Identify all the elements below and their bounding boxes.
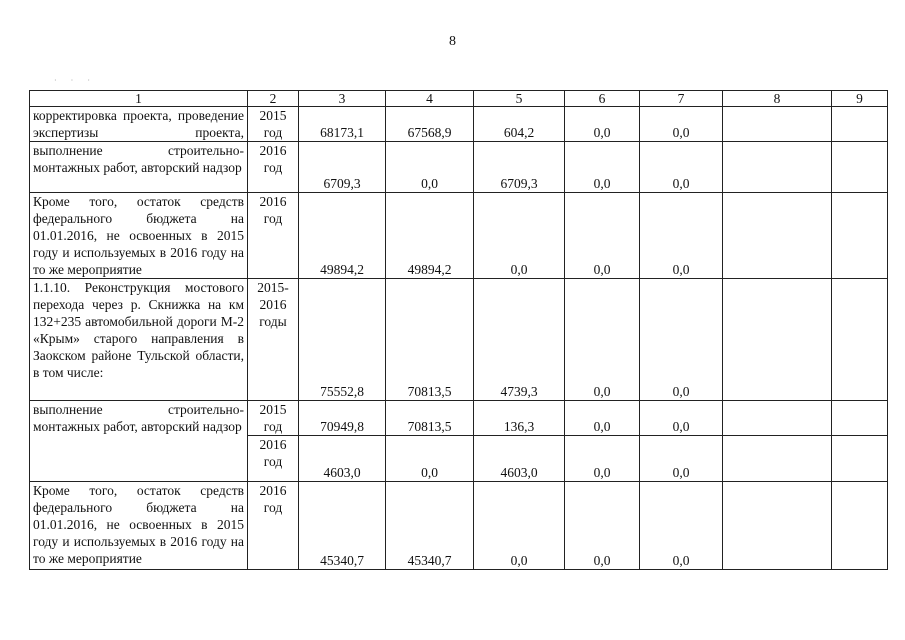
value-cell: 0,0 bbox=[640, 279, 723, 401]
row-description: корректировка проекта, проведение экспертизы проекта, bbox=[30, 107, 248, 142]
value-cell: 0,0 bbox=[565, 401, 640, 436]
value-cell: 4739,3 bbox=[474, 279, 565, 401]
value-cell: 0,0 bbox=[386, 436, 474, 482]
value-cell: 67568,9 bbox=[386, 107, 474, 142]
header-row bbox=[30, 91, 888, 107]
empty-cell bbox=[832, 193, 888, 279]
empty-cell bbox=[832, 436, 888, 482]
column-header: 3 bbox=[299, 91, 386, 107]
value-cell: 70813,5 bbox=[386, 279, 474, 401]
empty-cell bbox=[723, 279, 832, 401]
table-row bbox=[30, 107, 888, 142]
row-description: Кроме того, остаток средств федерального бюджета на 01.01.2016, не освоенных в 2015 году и используемых в 2016 году на то же мероприятие bbox=[30, 482, 248, 570]
empty-cell bbox=[832, 482, 888, 570]
value-cell: 0,0 bbox=[565, 482, 640, 570]
value-cell: 0,0 bbox=[565, 107, 640, 142]
column-header: 5 bbox=[474, 91, 565, 107]
empty-cell bbox=[832, 142, 888, 193]
value-cell: 6709,3 bbox=[299, 142, 386, 193]
value-cell: 68173,1 bbox=[299, 107, 386, 142]
value-cell: 4603,0 bbox=[299, 436, 386, 482]
table-row bbox=[30, 142, 888, 193]
value-cell: 0,0 bbox=[640, 142, 723, 193]
value-cell: 70949,8 bbox=[299, 401, 386, 436]
row-year: 2016 год bbox=[248, 436, 299, 482]
value-cell: 0,0 bbox=[565, 142, 640, 193]
empty-cell bbox=[723, 482, 832, 570]
row-year: 2015 год bbox=[248, 401, 299, 436]
table-row bbox=[30, 193, 888, 279]
row-year: 2016 год bbox=[248, 193, 299, 279]
value-cell: 0,0 bbox=[640, 482, 723, 570]
value-cell: 70813,5 bbox=[386, 401, 474, 436]
empty-cell bbox=[832, 107, 888, 142]
column-header: 8 bbox=[723, 91, 832, 107]
empty-cell bbox=[723, 193, 832, 279]
row-description: 1.1.10. Реконструкция мостового перехода через р. Скнижка на км 132+235 автомобильной дороги М-2 «Крым» старого направления в Заокском районе Тульской области, в том числе: bbox=[30, 279, 248, 401]
value-cell: 45340,7 bbox=[386, 482, 474, 570]
value-cell: 0,0 bbox=[565, 193, 640, 279]
value-cell: 0,0 bbox=[474, 193, 565, 279]
value-cell: 75552,8 bbox=[299, 279, 386, 401]
empty-cell bbox=[723, 142, 832, 193]
column-header: 2 bbox=[248, 91, 299, 107]
row-year: 2015-2016 годы bbox=[248, 279, 299, 401]
value-cell: 45340,7 bbox=[299, 482, 386, 570]
value-cell: 49894,2 bbox=[299, 193, 386, 279]
column-header: 6 bbox=[565, 91, 640, 107]
budget-table bbox=[29, 90, 888, 570]
column-header: 1 bbox=[30, 91, 248, 107]
table-row bbox=[30, 482, 888, 570]
empty-cell bbox=[723, 401, 832, 436]
column-header: 4 bbox=[386, 91, 474, 107]
empty-cell bbox=[832, 401, 888, 436]
value-cell: 0,0 bbox=[640, 401, 723, 436]
row-year: 2015 год bbox=[248, 107, 299, 142]
value-cell: 0,0 bbox=[386, 142, 474, 193]
value-cell: 0,0 bbox=[640, 193, 723, 279]
row-year: 2016 год bbox=[248, 482, 299, 570]
column-header: 9 bbox=[832, 91, 888, 107]
value-cell: 49894,2 bbox=[386, 193, 474, 279]
value-cell: 0,0 bbox=[474, 482, 565, 570]
table-row bbox=[30, 279, 888, 401]
empty-cell bbox=[723, 107, 832, 142]
value-cell: 0,0 bbox=[640, 436, 723, 482]
empty-cell bbox=[723, 436, 832, 482]
scan-speckles: · · · bbox=[54, 76, 96, 85]
value-cell: 4603,0 bbox=[474, 436, 565, 482]
value-cell: 0,0 bbox=[565, 436, 640, 482]
empty-cell bbox=[832, 279, 888, 401]
column-header: 7 bbox=[640, 91, 723, 107]
row-description: выполнение строительно-монтажных работ, авторский надзор bbox=[30, 142, 248, 193]
row-description: выполнение строительно-монтажных работ, авторский надзор bbox=[30, 401, 248, 482]
value-cell: 604,2 bbox=[474, 107, 565, 142]
value-cell: 0,0 bbox=[565, 279, 640, 401]
value-cell: 136,3 bbox=[474, 401, 565, 436]
value-cell: 0,0 bbox=[640, 107, 723, 142]
value-cell: 6709,3 bbox=[474, 142, 565, 193]
row-description: Кроме того, остаток средств федерального бюджета на 01.01.2016, не освоенных в 2015 году и используемых в 2016 году на то же мероприятие bbox=[30, 193, 248, 279]
row-year: 2016 год bbox=[248, 142, 299, 193]
table-row bbox=[30, 401, 888, 436]
page-number: 8 bbox=[449, 34, 456, 49]
